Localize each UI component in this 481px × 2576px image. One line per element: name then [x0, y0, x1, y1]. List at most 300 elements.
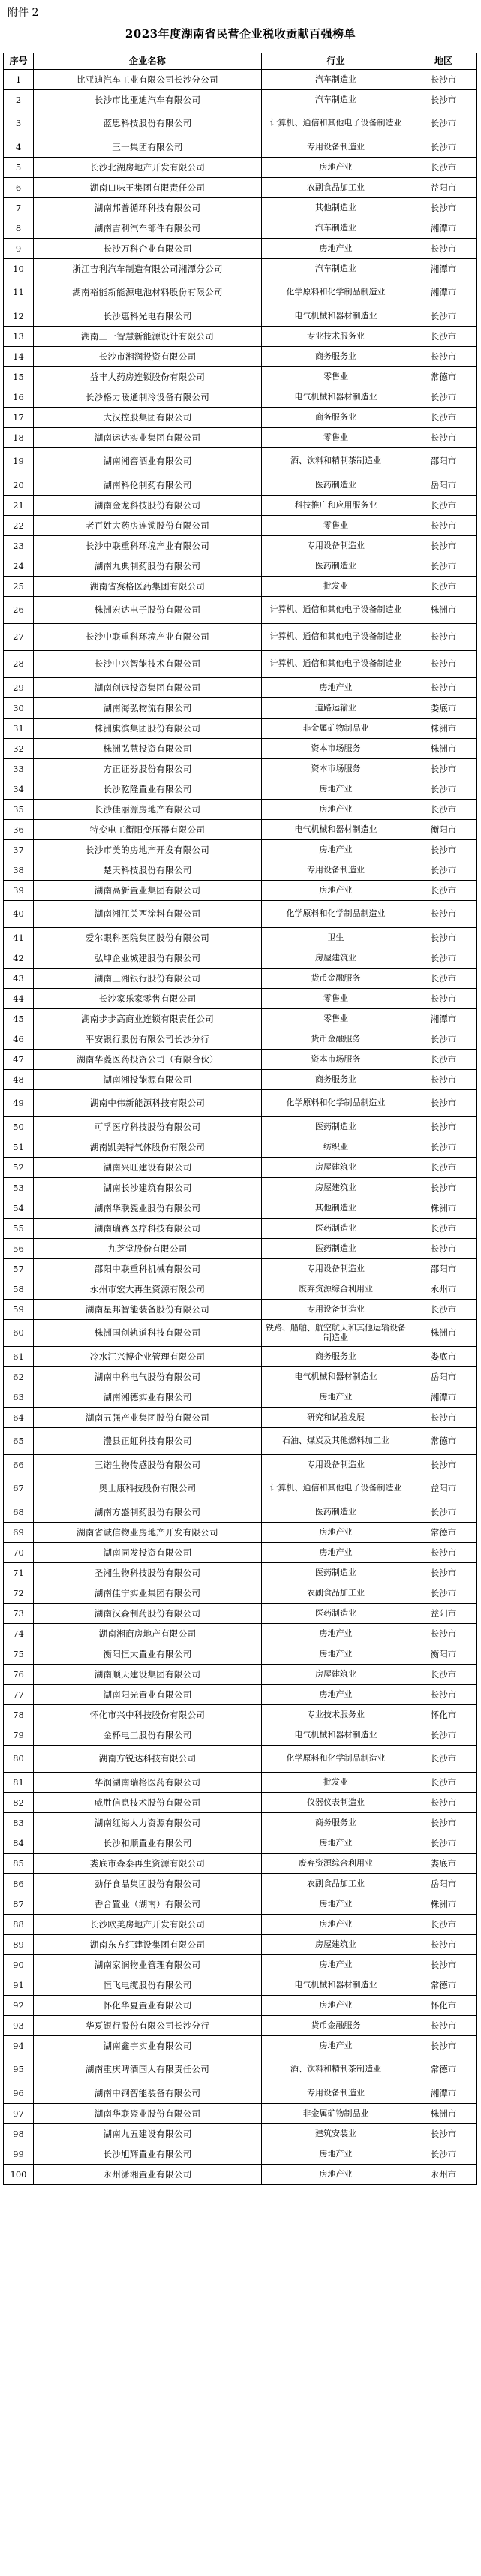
company-name: 大汉控股集团有限公司	[34, 408, 262, 428]
company-name: 湖南阳光置业有限公司	[34, 1685, 262, 1705]
industry: 其他制造业	[262, 1198, 410, 1219]
company-name: 永州市宏大再生资源有限公司	[34, 1279, 262, 1300]
row-no: 25	[4, 577, 34, 597]
row-no: 7	[4, 198, 34, 218]
region: 长沙市	[410, 1665, 477, 1685]
industry: 农副食品加工业	[262, 1874, 410, 1894]
region: 湘潭市	[410, 1387, 477, 1408]
industry: 医药制造业	[262, 1219, 410, 1239]
company-name: 长沙惠科光电有限公司	[34, 306, 262, 327]
company-name: 长沙乾隆置业有限公司	[34, 779, 262, 800]
row-no: 86	[4, 1874, 34, 1894]
industry: 房地产业	[262, 779, 410, 800]
row-no: 76	[4, 1665, 34, 1685]
row-no: 30	[4, 698, 34, 719]
industry: 零售业	[262, 428, 410, 448]
company-name: 衡阳恒大置业有限公司	[34, 1644, 262, 1665]
company-name: 益丰大药房连锁股份有限公司	[34, 367, 262, 387]
region: 长沙市	[410, 1300, 477, 1320]
table-row	[4, 678, 477, 698]
table-row	[4, 1705, 477, 1725]
table-row	[4, 1300, 477, 1320]
company-name: 湖南五强产业集团股份有限公司	[34, 1408, 262, 1428]
table-row	[4, 969, 477, 989]
region: 岳阳市	[410, 475, 477, 496]
table-header-row	[4, 53, 477, 70]
row-no: 80	[4, 1746, 34, 1773]
region: 怀化市	[410, 1705, 477, 1725]
company-name: 湖南华联瓷业股份有限公司	[34, 2104, 262, 2124]
row-no: 47	[4, 1050, 34, 1070]
company-name: 怀化华夏置业有限公司	[34, 1996, 262, 2016]
table-row	[4, 1685, 477, 1705]
company-name: 浙江吉利汽车制造有限公司湘潭分公司	[34, 259, 262, 279]
region: 长沙市	[410, 496, 477, 516]
region: 湘潭市	[410, 279, 477, 306]
industry: 资本市场服务	[262, 759, 410, 779]
table-row	[4, 989, 477, 1009]
row-no: 66	[4, 1455, 34, 1475]
row-no: 1	[4, 70, 34, 90]
company-name: 湖南中钢智能装备有限公司	[34, 2083, 262, 2104]
row-no: 9	[4, 239, 34, 259]
company-name: 长沙市比亚迪汽车有限公司	[34, 90, 262, 110]
row-no: 81	[4, 1773, 34, 1793]
region: 常德市	[410, 1523, 477, 1543]
company-name: 长沙中兴智能技术有限公司	[34, 651, 262, 678]
region: 湘潭市	[410, 1009, 477, 1029]
region: 岳阳市	[410, 1874, 477, 1894]
company-name: 湖南步步高商业连锁有限责任公司	[34, 1009, 262, 1029]
industry: 医药制造业	[262, 475, 410, 496]
row-no: 26	[4, 597, 34, 624]
table-row	[4, 198, 477, 218]
company-name: 娄底市森泰再生资源有限公司	[34, 1854, 262, 1874]
company-name: 长沙中联重科环境产业有限公司	[34, 536, 262, 556]
row-no: 82	[4, 1793, 34, 1813]
industry: 商务服务业	[262, 347, 410, 367]
industry: 零售业	[262, 367, 410, 387]
region: 长沙市	[410, 901, 477, 928]
industry: 房地产业	[262, 881, 410, 901]
region: 长沙市	[410, 70, 477, 90]
region: 长沙市	[410, 1219, 477, 1239]
row-no: 44	[4, 989, 34, 1009]
table-row	[4, 327, 477, 347]
row-no: 34	[4, 779, 34, 800]
region: 株洲市	[410, 597, 477, 624]
company-name: 华夏银行股份有限公司长沙分行	[34, 2016, 262, 2036]
table-row	[4, 536, 477, 556]
table-row	[4, 1874, 477, 1894]
table-row	[4, 1070, 477, 1090]
region: 株洲市	[410, 739, 477, 759]
company-name: 湖南汉森制药股份有限公司	[34, 1604, 262, 1624]
row-no: 53	[4, 1178, 34, 1198]
table-row	[4, 408, 477, 428]
company-name: 恒飞电缆股份有限公司	[34, 1975, 262, 1996]
company-name: 湖南高新置业集团有限公司	[34, 881, 262, 901]
region: 长沙市	[410, 387, 477, 408]
region: 长沙市	[410, 2144, 477, 2165]
industry: 批发业	[262, 577, 410, 597]
table-row	[4, 1665, 477, 1685]
region: 长沙市	[410, 860, 477, 881]
company-name: 湖南邦普循环科技有限公司	[34, 198, 262, 218]
industry: 零售业	[262, 516, 410, 536]
table-row	[4, 1746, 477, 1773]
ranking-table	[3, 53, 477, 2185]
company-name: 湖南九典制药股份有限公司	[34, 556, 262, 577]
row-no: 18	[4, 428, 34, 448]
table-row	[4, 1644, 477, 1665]
region: 株洲市	[410, 2104, 477, 2124]
row-no: 71	[4, 1563, 34, 1583]
region: 长沙市	[410, 651, 477, 678]
row-no: 49	[4, 1090, 34, 1117]
region: 长沙市	[410, 1955, 477, 1975]
region: 娄底市	[410, 1347, 477, 1367]
table-row	[4, 1347, 477, 1367]
region: 长沙市	[410, 306, 477, 327]
table-row	[4, 448, 477, 475]
row-no: 75	[4, 1644, 34, 1665]
region: 长沙市	[410, 2036, 477, 2056]
industry: 铁路、船舶、航空航天和其他运输设备制造业	[262, 1320, 410, 1347]
region: 岳阳市	[410, 1367, 477, 1387]
row-no: 89	[4, 1935, 34, 1955]
industry: 汽车制造业	[262, 259, 410, 279]
region: 长沙市	[410, 928, 477, 948]
company-name: 长沙中联重科环境产业有限公司	[34, 624, 262, 651]
company-name: 奥士康科技股份有限公司	[34, 1475, 262, 1502]
company-name: 株洲弘慧投资有限公司	[34, 739, 262, 759]
company-name: 邵阳中联重科机械有限公司	[34, 1259, 262, 1279]
company-name: 香合置业（湖南）有限公司	[34, 1894, 262, 1915]
company-name: 湖南三一智慧新能源设计有限公司	[34, 327, 262, 347]
region: 株洲市	[410, 1894, 477, 1915]
company-name: 劲仔食品集团股份有限公司	[34, 1874, 262, 1894]
company-name: 湖南金龙科技股份有限公司	[34, 496, 262, 516]
industry: 房地产业	[262, 2144, 410, 2165]
row-no: 52	[4, 1158, 34, 1178]
table-row	[4, 1563, 477, 1583]
region: 长沙市	[410, 1029, 477, 1050]
table-row	[4, 1502, 477, 1523]
region: 长沙市	[410, 948, 477, 969]
company-name: 株洲旗滨集团股份有限公司	[34, 719, 262, 739]
industry: 研究和试验发展	[262, 1408, 410, 1428]
row-no: 70	[4, 1543, 34, 1563]
row-no: 19	[4, 448, 34, 475]
row-no: 55	[4, 1219, 34, 1239]
row-no: 99	[4, 2144, 34, 2165]
region: 衡阳市	[410, 820, 477, 840]
region: 长沙市	[410, 1455, 477, 1475]
company-name: 怀化市兴中科技股份有限公司	[34, 1705, 262, 1725]
industry: 房地产业	[262, 1523, 410, 1543]
table-row	[4, 1833, 477, 1854]
document-title: 2023年度湖南省民营企业税收贡献百强榜单	[125, 27, 356, 41]
company-name: 弘坤企业城建股份有限公司	[34, 948, 262, 969]
company-name: 可孚医疗科技股份有限公司	[34, 1117, 262, 1137]
table-row	[4, 475, 477, 496]
region: 娄底市	[410, 1854, 477, 1874]
region: 长沙市	[410, 516, 477, 536]
table-row	[4, 239, 477, 259]
company-name: 三诺生物传感股份有限公司	[34, 1455, 262, 1475]
row-no: 77	[4, 1685, 34, 1705]
company-name: 特变电工衡阳变压器有限公司	[34, 820, 262, 840]
industry: 医药制造业	[262, 1239, 410, 1259]
row-no: 91	[4, 1975, 34, 1996]
region: 长沙市	[410, 1050, 477, 1070]
company-name: 湖南口味王集团有限责任公司	[34, 178, 262, 198]
region: 湘潭市	[410, 218, 477, 239]
industry: 房屋建筑业	[262, 948, 410, 969]
table-row	[4, 1178, 477, 1198]
row-no: 35	[4, 800, 34, 820]
company-name: 湖南中伟新能源科技有限公司	[34, 1090, 262, 1117]
industry: 货币金融服务	[262, 1029, 410, 1050]
region: 长沙市	[410, 408, 477, 428]
row-no: 100	[4, 2165, 34, 2185]
region: 长沙市	[410, 1624, 477, 1644]
row-no: 42	[4, 948, 34, 969]
row-no: 41	[4, 928, 34, 948]
company-name: 湖南星邦智能装备股份有限公司	[34, 1300, 262, 1320]
row-no: 84	[4, 1833, 34, 1854]
table-row	[4, 428, 477, 448]
industry: 科技推广和应用服务业	[262, 496, 410, 516]
region: 长沙市	[410, 969, 477, 989]
row-no: 68	[4, 1502, 34, 1523]
industry: 房地产业	[262, 158, 410, 178]
table-row	[4, 719, 477, 739]
region: 长沙市	[410, 1070, 477, 1090]
industry: 医药制造业	[262, 1117, 410, 1137]
table-row	[4, 800, 477, 820]
row-no: 13	[4, 327, 34, 347]
company-name: 长沙市美的房地产开发有限公司	[34, 840, 262, 860]
region: 长沙市	[410, 1502, 477, 1523]
table-row	[4, 1137, 477, 1158]
row-no: 32	[4, 739, 34, 759]
table-row	[4, 651, 477, 678]
company-name: 华润湖南瑞格医药有限公司	[34, 1773, 262, 1793]
region: 衡阳市	[410, 1644, 477, 1665]
table-row	[4, 1117, 477, 1137]
region: 长沙市	[410, 110, 477, 137]
industry: 废弃资源综合利用业	[262, 1854, 410, 1874]
company-name: 湖南九五建设有限公司	[34, 2124, 262, 2144]
industry: 房屋建筑业	[262, 1665, 410, 1685]
industry: 商务服务业	[262, 1070, 410, 1090]
table-row	[4, 1543, 477, 1563]
region: 株洲市	[410, 719, 477, 739]
company-name: 圣湘生物科技股份有限公司	[34, 1563, 262, 1583]
table-row	[4, 279, 477, 306]
industry: 医药制造业	[262, 1604, 410, 1624]
company-name: 长沙市湘润投资有限公司	[34, 347, 262, 367]
row-no: 48	[4, 1070, 34, 1090]
table-row	[4, 1813, 477, 1833]
region: 常德市	[410, 367, 477, 387]
table-row	[4, 1725, 477, 1746]
industry: 医药制造业	[262, 556, 410, 577]
region: 永州市	[410, 2165, 477, 2185]
row-no: 69	[4, 1523, 34, 1543]
row-no: 90	[4, 1955, 34, 1975]
row-no: 73	[4, 1604, 34, 1624]
table-row	[4, 137, 477, 158]
table-row	[4, 577, 477, 597]
industry: 化学原料和化学制品制造业	[262, 279, 410, 306]
table-row	[4, 347, 477, 367]
company-name: 澧县正虹科技有限公司	[34, 1428, 262, 1455]
table-row	[4, 759, 477, 779]
row-no: 65	[4, 1428, 34, 1455]
industry: 货币金融服务	[262, 969, 410, 989]
industry: 零售业	[262, 989, 410, 1009]
row-no: 63	[4, 1387, 34, 1408]
company-name: 株洲宏达电子股份有限公司	[34, 597, 262, 624]
table-row	[4, 2124, 477, 2144]
company-name: 湖南凯美特气体股份有限公司	[34, 1137, 262, 1158]
company-name: 株洲国创轨道科技有限公司	[34, 1320, 262, 1347]
region: 长沙市	[410, 1239, 477, 1259]
table-row	[4, 739, 477, 759]
region: 长沙市	[410, 2124, 477, 2144]
company-name: 湖南省诚信物业房地产开发有限公司	[34, 1523, 262, 1543]
row-no: 12	[4, 306, 34, 327]
industry: 专用设备制造业	[262, 1455, 410, 1475]
region: 长沙市	[410, 1090, 477, 1117]
table-row	[4, 1090, 477, 1117]
region: 株洲市	[410, 1198, 477, 1219]
industry: 资本市场服务	[262, 739, 410, 759]
industry: 仪器仪表制造业	[262, 1793, 410, 1813]
company-name: 永州潇湘置业有限公司	[34, 2165, 262, 2185]
company-name: 长沙家乐家零售有限公司	[34, 989, 262, 1009]
table-row	[4, 367, 477, 387]
region: 长沙市	[410, 624, 477, 651]
region: 长沙市	[410, 1935, 477, 1955]
industry: 专用设备制造业	[262, 1259, 410, 1279]
company-name: 长沙欧美房地产开发有限公司	[34, 1915, 262, 1935]
industry: 房地产业	[262, 1894, 410, 1915]
row-no: 23	[4, 536, 34, 556]
row-no: 87	[4, 1894, 34, 1915]
industry: 建筑安装业	[262, 2124, 410, 2144]
row-no: 20	[4, 475, 34, 496]
industry: 汽车制造业	[262, 90, 410, 110]
table-row	[4, 90, 477, 110]
table-row	[4, 1975, 477, 1996]
region: 长沙市	[410, 556, 477, 577]
industry: 汽车制造业	[262, 218, 410, 239]
company-name: 长沙格力暖通制冷设备有限公司	[34, 387, 262, 408]
table-row	[4, 1029, 477, 1050]
row-no: 61	[4, 1347, 34, 1367]
company-name: 长沙万科企业有限公司	[34, 239, 262, 259]
region: 长沙市	[410, 1813, 477, 1833]
table-row	[4, 1475, 477, 1502]
region: 益阳市	[410, 1475, 477, 1502]
industry: 计算机、通信和其他电子设备制造业	[262, 597, 410, 624]
region: 怀化市	[410, 1996, 477, 2016]
region: 永州市	[410, 1279, 477, 1300]
table-row	[4, 1915, 477, 1935]
industry: 石油、煤炭及其他燃料加工业	[262, 1428, 410, 1455]
company-name: 湖南华菱医药投资公司（有限合伙）	[34, 1050, 262, 1070]
row-no: 38	[4, 860, 34, 881]
table-row	[4, 2016, 477, 2036]
company-name: 湖南顺天建设集团有限公司	[34, 1665, 262, 1685]
industry: 房地产业	[262, 2165, 410, 2185]
row-no: 31	[4, 719, 34, 739]
region: 长沙市	[410, 198, 477, 218]
company-name: 长沙旭辉置业有限公司	[34, 2144, 262, 2165]
table-row	[4, 1198, 477, 1219]
industry: 房地产业	[262, 1915, 410, 1935]
industry: 房地产业	[262, 1833, 410, 1854]
row-no: 4	[4, 137, 34, 158]
table-row	[4, 1428, 477, 1455]
table-row	[4, 698, 477, 719]
company-name: 湖南东方红建设集团有限公司	[34, 1935, 262, 1955]
region: 长沙市	[410, 779, 477, 800]
company-name: 比亚迪汽车工业有限公司长沙分公司	[34, 70, 262, 90]
row-no: 45	[4, 1009, 34, 1029]
region: 常德市	[410, 1975, 477, 1996]
company-name: 湖南海弘物流有限公司	[34, 698, 262, 719]
row-no: 36	[4, 820, 34, 840]
table-row	[4, 1455, 477, 1475]
table-row	[4, 1279, 477, 1300]
row-no: 78	[4, 1705, 34, 1725]
region: 长沙市	[410, 759, 477, 779]
row-no: 83	[4, 1813, 34, 1833]
region: 长沙市	[410, 1833, 477, 1854]
company-name: 威胜信息技术股份有限公司	[34, 1793, 262, 1813]
row-no: 95	[4, 2056, 34, 2083]
row-no: 17	[4, 408, 34, 428]
region: 长沙市	[410, 1746, 477, 1773]
industry: 农副食品加工业	[262, 1583, 410, 1604]
region: 长沙市	[410, 1915, 477, 1935]
table-row	[4, 218, 477, 239]
table-row	[4, 1935, 477, 1955]
region: 长沙市	[410, 327, 477, 347]
row-no: 98	[4, 2124, 34, 2144]
industry: 房屋建筑业	[262, 1178, 410, 1198]
region: 邵阳市	[410, 1259, 477, 1279]
region: 长沙市	[410, 347, 477, 367]
region: 长沙市	[410, 1137, 477, 1158]
table-row	[4, 387, 477, 408]
industry: 房屋建筑业	[262, 1935, 410, 1955]
row-no: 54	[4, 1198, 34, 1219]
company-name: 爱尔眼科医院集团股份有限公司	[34, 928, 262, 948]
table-row	[4, 259, 477, 279]
region: 长沙市	[410, 840, 477, 860]
region: 益阳市	[410, 1604, 477, 1624]
region: 常德市	[410, 1428, 477, 1455]
region: 益阳市	[410, 178, 477, 198]
attachment-label: 附件 2	[8, 7, 39, 19]
table-row	[4, 881, 477, 901]
